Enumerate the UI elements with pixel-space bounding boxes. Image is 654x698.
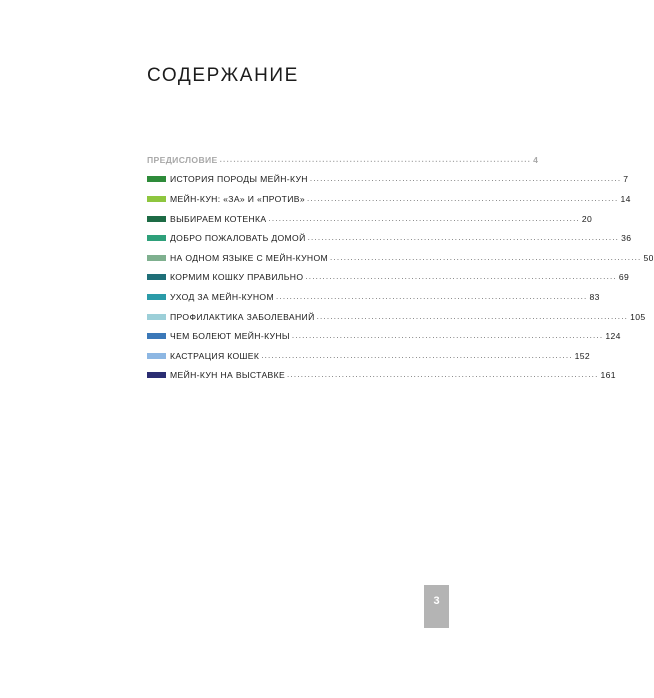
toc-entry-label: УХОД ЗА МЕЙН-КУНОМ <box>170 291 274 302</box>
toc-entry[interactable] <box>147 346 591 366</box>
toc-entry-label: КОРМИМ КОШКУ ПРАВИЛЬНО <box>170 272 304 283</box>
toc-entry-label: ДОБРО ПОЖАЛОВАТЬ ДОМОЙ <box>170 233 306 244</box>
chapter-color-swatch <box>147 372 166 378</box>
toc-entry-page: 69 <box>618 272 630 283</box>
toc-entry[interactable] <box>147 268 630 288</box>
toc-leader-dots: ........................................................................................... <box>261 350 573 360</box>
toc-entry-label: НА ОДНОМ ЯЗЫКЕ С МЕЙН-КУНОМ <box>170 252 328 263</box>
chapter-color-swatch <box>147 353 166 359</box>
chapter-color-swatch <box>147 196 166 202</box>
toc-entry-label: КАСТРАЦИЯ КОШЕК <box>170 350 260 361</box>
toc-leader-dots: ........................................................................................... <box>306 193 619 203</box>
toc-leader-dots: ........................................................................................... <box>307 233 620 243</box>
toc-entry[interactable] <box>147 189 631 209</box>
toc-entry-page: 14 <box>620 193 631 204</box>
toc-entry-label: МЕЙН-КУН НА ВЫСТАВКЕ <box>170 370 286 381</box>
toc-leader-dots: ........................................................................................... <box>291 331 604 341</box>
toc-entry-preface[interactable] <box>147 150 539 170</box>
chapter-color-swatch <box>147 274 166 280</box>
table-of-contents <box>147 150 654 385</box>
toc-entry-page: 152 <box>574 350 591 361</box>
toc-entry[interactable] <box>147 170 629 190</box>
toc-leader-dots: ........................................................................................... <box>275 291 588 301</box>
toc-entry[interactable] <box>147 248 654 268</box>
toc-entry[interactable] <box>147 209 593 229</box>
chapter-color-swatch <box>147 333 166 339</box>
page-number: 3 <box>433 595 440 607</box>
toc-entry-page: 36 <box>621 233 632 244</box>
toc-entry-label: МЕЙН-КУН: «ЗА» И «ПРОТИВ» <box>170 193 305 204</box>
chapter-color-swatch <box>147 294 166 300</box>
chapter-color-swatch <box>147 314 166 320</box>
toc-leader-dots: ........................................................................................... <box>305 272 617 282</box>
toc-entry-page: 83 <box>589 291 600 302</box>
toc-entry-label: ПРОФИЛАКТИКА ЗАБОЛЕВАНИЙ <box>170 311 315 322</box>
toc-entry-label: ИСТОРИЯ ПОРОДЫ МЕЙН-КУН <box>170 174 308 185</box>
chapter-color-swatch <box>147 176 166 182</box>
toc-entry-page: 4 <box>533 154 539 165</box>
toc-entry-page: 124 <box>605 331 621 342</box>
toc-entry[interactable] <box>147 307 646 327</box>
toc-entry-page: 20 <box>581 213 593 224</box>
toc-entry-label: ПРЕДИСЛОВИЕ <box>147 154 218 165</box>
chapter-color-swatch <box>147 235 166 241</box>
toc-entry[interactable] <box>147 366 616 386</box>
page-number-tab <box>424 585 449 628</box>
chapter-color-swatch <box>147 255 166 261</box>
toc-leader-dots: ........................................................................................... <box>316 311 629 321</box>
toc-leader-dots: ........................................................................................... <box>309 174 622 184</box>
toc-leader-dots: ........................................................................................... <box>330 252 642 262</box>
toc-entry[interactable] <box>147 228 632 248</box>
toc-leader-dots: ........................................................................................... <box>268 213 580 223</box>
toc-entry[interactable] <box>147 287 600 307</box>
toc-entry-page: 50 <box>643 252 654 263</box>
toc-entry[interactable] <box>147 326 621 346</box>
toc-entry-label: ВЫБИРАЕМ КОТЕНКА <box>170 213 267 224</box>
toc-entry-label: ЧЕМ БОЛЕЮТ МЕЙН-КУНЫ <box>170 331 290 342</box>
toc-entry-page: 161 <box>600 370 616 381</box>
chapter-color-swatch <box>147 216 166 222</box>
page-title: СОДЕРЖАНИЕ <box>147 65 299 86</box>
toc-leader-dots: ........................................................................................... <box>287 370 599 380</box>
toc-leader-dots: ........................................................................................... <box>219 154 532 164</box>
toc-entry-page: 105 <box>630 311 646 322</box>
toc-entry-page: 7 <box>623 174 629 185</box>
